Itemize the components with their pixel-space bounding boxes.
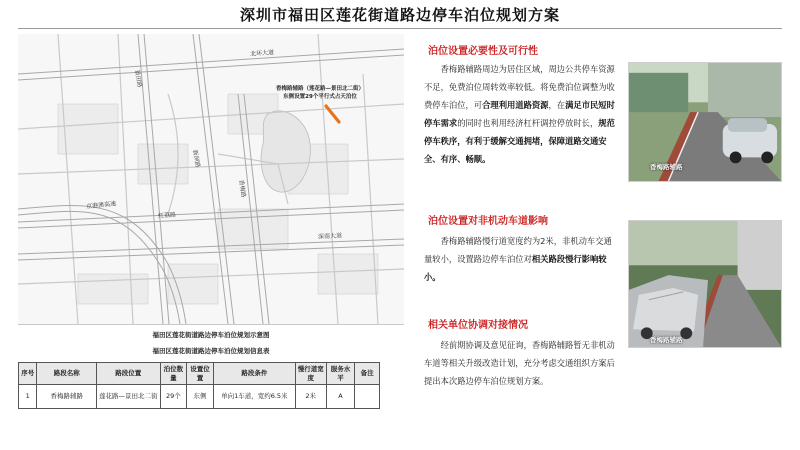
street-label-xinzhou: 新洲路 bbox=[191, 149, 202, 169]
table-cell: 东侧 bbox=[187, 385, 214, 409]
page-title: 深圳市福田区莲花街道路边停车泊位规划方案 bbox=[239, 6, 560, 24]
table-cell: 1 bbox=[19, 385, 37, 409]
map-annotation bbox=[250, 85, 390, 101]
section-body-necessity: 香梅路辅路周边为居住区域，周边公共停车资源不足，免费泊位周转效率较低。将免费泊位调整为收费停车泊位，可合理利用道路资源，在满足市民短时停车需求的同时也利用经济杠杆调控停放时长，规范停车秩序，有利于缓解交通拥堵，保障道路交通安全、有序、畅顺。 bbox=[424, 64, 615, 164]
table-cell: 29个 bbox=[160, 385, 187, 409]
col-header: 路段位置 bbox=[96, 363, 160, 385]
table-cell: A bbox=[326, 385, 355, 409]
section-heading-coordination: 相关单位协调对接情况 bbox=[428, 320, 528, 331]
col-header: 慢行道宽度 bbox=[295, 363, 326, 385]
planning-map bbox=[18, 34, 404, 324]
parking-info-table bbox=[18, 362, 380, 409]
map-annotation-line2: 东侧设置29个平行式占天泊位 bbox=[283, 94, 357, 100]
street-photo-2 bbox=[628, 220, 782, 348]
section-heading-necessity: 泊位设置必要性及可行性 bbox=[428, 46, 538, 57]
col-header: 服务水平 bbox=[326, 363, 355, 385]
map-annotation-line1: 香梅路辅路（莲花路—景田北二街） bbox=[275, 86, 364, 92]
street-label-xiangmei: 香梅路 bbox=[237, 179, 247, 199]
photo-caption-1: 香梅路辅路 bbox=[650, 163, 683, 171]
map-drawing bbox=[18, 34, 404, 324]
map-caption: 福田区莲花街道路边停车泊位规划示意图 bbox=[152, 331, 270, 339]
table-cell: 香梅路辅路 bbox=[37, 385, 96, 409]
col-header: 备注 bbox=[355, 363, 380, 385]
table-cell: 莲花路—景田北二街 bbox=[96, 385, 160, 409]
section-body-coordination: 经前期协调及意见征询，香梅路辅路暂无非机动车道等相关升级改造计划，充分考虑交通组织方案后提出本次路边停车泊位规划方案。 bbox=[424, 340, 615, 386]
table-cell bbox=[355, 385, 380, 409]
table-row bbox=[19, 385, 380, 409]
col-header: 路段条件 bbox=[213, 363, 295, 385]
street-label-shennan: 深南大道 bbox=[317, 232, 343, 241]
col-header: 设置位置 bbox=[187, 363, 214, 385]
section-body-impact: 香梅路辅路慢行道宽度约为2米，非机动车交通量较小，设置路边停车泊位对相关路段慢行影响较小。 bbox=[424, 236, 612, 282]
col-header: 序号 bbox=[19, 363, 37, 385]
street-label-beihuan: 北环大道 bbox=[249, 49, 275, 58]
north-arrow-icon bbox=[382, 38, 400, 78]
col-header: 路段名称 bbox=[37, 363, 96, 385]
street-label-expressway: 京港澳高速 bbox=[85, 200, 117, 211]
table-cell: 2米 bbox=[295, 385, 326, 409]
col-header: 泊位数量 bbox=[160, 363, 187, 385]
table-header-row bbox=[19, 363, 380, 385]
title-divider bbox=[18, 28, 782, 29]
map-caption-divider bbox=[18, 324, 404, 325]
street-label-hongli: 红荔路 bbox=[157, 211, 177, 220]
table-cell: 单向1车道，宽约6.5米 bbox=[213, 385, 295, 409]
photo-caption-2: 香梅路辅路 bbox=[650, 336, 683, 344]
table-caption: 福田区莲花街道路边停车泊位规划信息表 bbox=[152, 347, 270, 355]
section-heading-impact: 泊位设置对非机动车道影响 bbox=[428, 216, 548, 227]
street-label-jingtian: 景田路 bbox=[133, 69, 144, 89]
